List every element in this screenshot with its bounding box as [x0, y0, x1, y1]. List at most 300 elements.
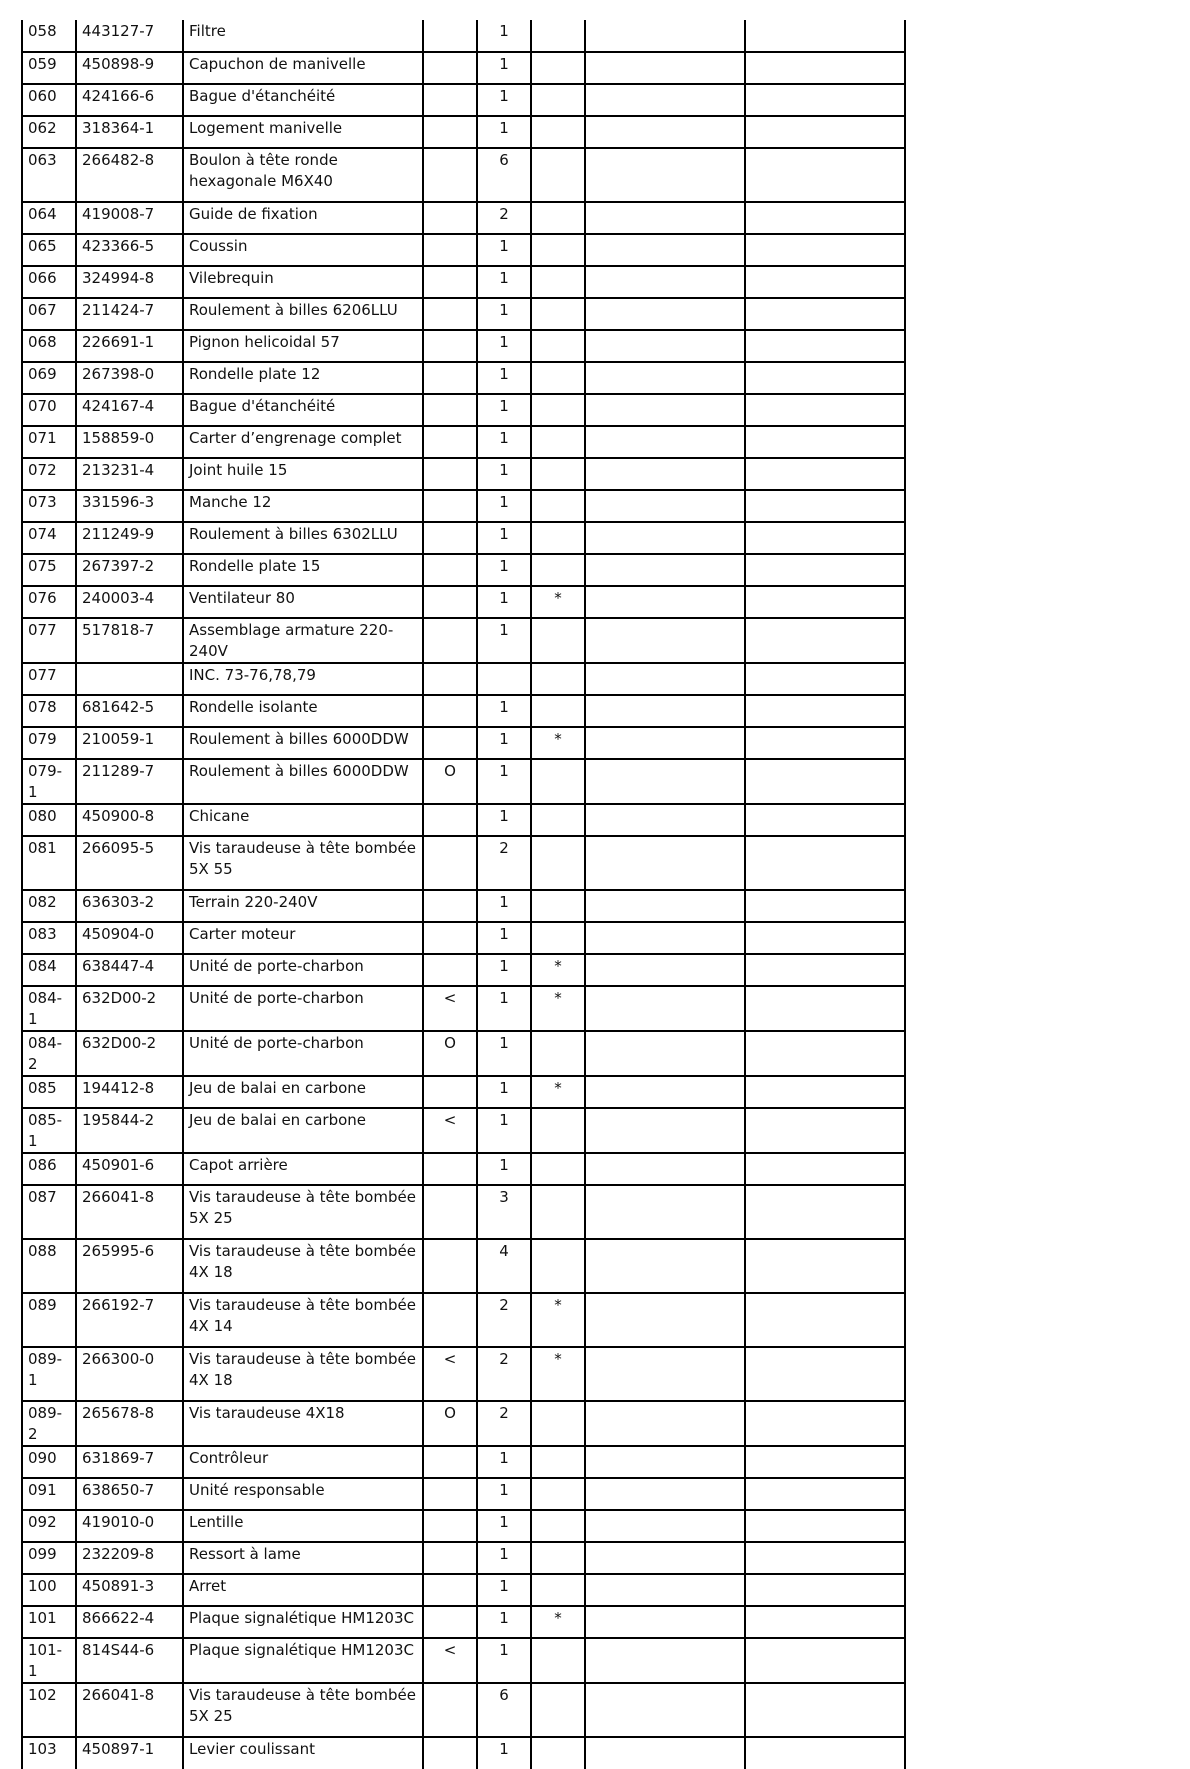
description-cell: Arret [183, 1574, 423, 1606]
part-number-cell: 266300-0 [76, 1347, 183, 1401]
item-number-cell: 092 [22, 1510, 76, 1542]
table-row [22, 554, 905, 586]
variant-mark-cell [423, 1737, 477, 1769]
item-number-cell: 069 [22, 362, 76, 394]
variant-mark-cell [423, 394, 477, 426]
blank-cell [585, 954, 745, 986]
blank-cell [745, 1638, 905, 1683]
table-row [22, 1478, 905, 1510]
note-mark-cell [531, 52, 585, 84]
table-row [22, 922, 905, 954]
item-number-cell: 101-1 [22, 1638, 76, 1683]
blank-cell [585, 586, 745, 618]
part-number-cell: 631869-7 [76, 1446, 183, 1478]
blank-cell [745, 695, 905, 727]
description-cell: Coussin [183, 234, 423, 266]
table-row [22, 1031, 905, 1076]
note-mark-cell [531, 695, 585, 727]
note-mark-cell [531, 618, 585, 663]
part-number-cell: 450898-9 [76, 52, 183, 84]
variant-mark-cell [423, 1478, 477, 1510]
description-cell: Ventilateur 80 [183, 586, 423, 618]
item-number-cell: 086 [22, 1153, 76, 1185]
note-mark-cell [531, 1737, 585, 1769]
quantity-cell: 1 [477, 890, 531, 922]
table-row [22, 20, 905, 52]
blank-cell [745, 836, 905, 890]
blank-cell [585, 695, 745, 727]
blank-cell [745, 922, 905, 954]
table-row [22, 618, 905, 663]
table-row [22, 986, 905, 1031]
parts-table [21, 20, 906, 1769]
blank-cell [745, 1606, 905, 1638]
blank-cell [585, 1510, 745, 1542]
item-number-cell: 089 [22, 1293, 76, 1347]
item-number-cell: 103 [22, 1737, 76, 1769]
note-mark-cell [531, 1031, 585, 1076]
item-number-cell: 079 [22, 727, 76, 759]
item-number-cell: 089-1 [22, 1347, 76, 1401]
quantity-cell: 1 [477, 234, 531, 266]
note-mark-cell: * [531, 1347, 585, 1401]
item-number-cell: 087 [22, 1185, 76, 1239]
blank-cell [585, 234, 745, 266]
blank-cell [745, 759, 905, 804]
quantity-cell: 1 [477, 490, 531, 522]
note-mark-cell [531, 804, 585, 836]
table-row [22, 1510, 905, 1542]
part-number-cell: 419008-7 [76, 202, 183, 234]
description-cell: Carter d’engrenage complet [183, 426, 423, 458]
blank-cell [585, 1347, 745, 1401]
variant-mark-cell [423, 298, 477, 330]
quantity-cell: 1 [477, 1108, 531, 1153]
table-row [22, 727, 905, 759]
description-cell: INC. 73-76,78,79 [183, 663, 423, 695]
blank-cell [745, 458, 905, 490]
item-number-cell: 101 [22, 1606, 76, 1638]
description-cell: Roulement à billes 6302LLU [183, 522, 423, 554]
note-mark-cell [531, 148, 585, 202]
item-number-cell: 077 [22, 618, 76, 663]
description-cell: Jeu de balai en carbone [183, 1076, 423, 1108]
part-number-cell: 211424-7 [76, 298, 183, 330]
variant-mark-cell [423, 330, 477, 362]
table-row [22, 426, 905, 458]
blank-cell [585, 836, 745, 890]
variant-mark-cell [423, 695, 477, 727]
quantity-cell: 1 [477, 84, 531, 116]
quantity-cell: 1 [477, 759, 531, 804]
quantity-cell: 1 [477, 1606, 531, 1638]
part-number-cell: 194412-8 [76, 1076, 183, 1108]
variant-mark-cell [423, 1076, 477, 1108]
blank-cell [745, 298, 905, 330]
table-row [22, 116, 905, 148]
note-mark-cell [531, 1574, 585, 1606]
blank-cell [745, 84, 905, 116]
variant-mark-cell [423, 234, 477, 266]
note-mark-cell [531, 1683, 585, 1737]
part-number-cell: 424167-4 [76, 394, 183, 426]
note-mark-cell [531, 890, 585, 922]
description-cell: Capuchon de manivelle [183, 52, 423, 84]
note-mark-cell [531, 1239, 585, 1293]
item-number-cell: 078 [22, 695, 76, 727]
description-cell: Rondelle plate 15 [183, 554, 423, 586]
description-cell: Roulement à billes 6000DDW [183, 727, 423, 759]
blank-cell [745, 1347, 905, 1401]
part-number-cell: 632D00-2 [76, 1031, 183, 1076]
blank-cell [585, 759, 745, 804]
description-cell: Lentille [183, 1510, 423, 1542]
part-number-cell: 517818-7 [76, 618, 183, 663]
variant-mark-cell: < [423, 1347, 477, 1401]
blank-cell [585, 1683, 745, 1737]
part-number-cell: 158859-0 [76, 426, 183, 458]
blank-cell [585, 663, 745, 695]
table-row [22, 458, 905, 490]
variant-mark-cell [423, 52, 477, 84]
blank-cell [745, 1401, 905, 1446]
quantity-cell: 1 [477, 116, 531, 148]
table-row [22, 954, 905, 986]
note-mark-cell: * [531, 586, 585, 618]
blank-cell [585, 890, 745, 922]
table-row [22, 362, 905, 394]
description-cell: Vis taraudeuse à tête bombée 5X 25 [183, 1185, 423, 1239]
blank-cell [585, 52, 745, 84]
quantity-cell: 1 [477, 986, 531, 1031]
quantity-cell: 1 [477, 1542, 531, 1574]
description-cell: Capot arrière [183, 1153, 423, 1185]
table-row [22, 1293, 905, 1347]
part-number-cell: 424166-6 [76, 84, 183, 116]
variant-mark-cell [423, 202, 477, 234]
item-number-cell: 071 [22, 426, 76, 458]
part-number-cell: 636303-2 [76, 890, 183, 922]
variant-mark-cell [423, 148, 477, 202]
quantity-cell: 1 [477, 618, 531, 663]
table-row [22, 202, 905, 234]
blank-cell [745, 1076, 905, 1108]
variant-mark-cell: O [423, 1031, 477, 1076]
description-cell: Rondelle plate 12 [183, 362, 423, 394]
variant-mark-cell [423, 554, 477, 586]
part-number-cell: 211289-7 [76, 759, 183, 804]
note-mark-cell [531, 1446, 585, 1478]
table-row [22, 1737, 905, 1769]
item-number-cell: 090 [22, 1446, 76, 1478]
blank-cell [745, 804, 905, 836]
part-number-cell: 265995-6 [76, 1239, 183, 1293]
item-number-cell: 081 [22, 836, 76, 890]
item-number-cell: 072 [22, 458, 76, 490]
table-row [22, 1446, 905, 1478]
blank-cell [745, 890, 905, 922]
table-row [22, 586, 905, 618]
part-number-cell: 450904-0 [76, 922, 183, 954]
quantity-cell: 1 [477, 1446, 531, 1478]
item-number-cell: 082 [22, 890, 76, 922]
part-number-cell: 681642-5 [76, 695, 183, 727]
blank-cell [745, 148, 905, 202]
variant-mark-cell [423, 1510, 477, 1542]
note-mark-cell [531, 1478, 585, 1510]
note-mark-cell [531, 394, 585, 426]
note-mark-cell [531, 922, 585, 954]
variant-mark-cell: < [423, 1638, 477, 1683]
quantity-cell: 1 [477, 1510, 531, 1542]
note-mark-cell [531, 266, 585, 298]
part-number-cell: 450897-1 [76, 1737, 183, 1769]
note-mark-cell [531, 522, 585, 554]
table-row [22, 52, 905, 84]
part-number-cell: 266041-8 [76, 1185, 183, 1239]
table-row [22, 394, 905, 426]
item-number-cell: 077 [22, 663, 76, 695]
item-number-cell: 089-2 [22, 1401, 76, 1446]
note-mark-cell [531, 330, 585, 362]
description-cell: Joint huile 15 [183, 458, 423, 490]
part-number-cell: 638447-4 [76, 954, 183, 986]
item-number-cell: 100 [22, 1574, 76, 1606]
blank-cell [745, 1293, 905, 1347]
note-mark-cell [531, 490, 585, 522]
item-number-cell: 099 [22, 1542, 76, 1574]
quantity-cell: 1 [477, 695, 531, 727]
item-number-cell: 059 [22, 52, 76, 84]
quantity-cell: 4 [477, 1239, 531, 1293]
part-number-cell: 195844-2 [76, 1108, 183, 1153]
blank-cell [585, 266, 745, 298]
blank-cell [585, 1401, 745, 1446]
blank-cell [585, 84, 745, 116]
blank-cell [585, 922, 745, 954]
variant-mark-cell [423, 116, 477, 148]
variant-mark-cell: O [423, 1401, 477, 1446]
description-cell: Bague d'étanchéité [183, 394, 423, 426]
quantity-cell: 1 [477, 266, 531, 298]
quantity-cell: 1 [477, 727, 531, 759]
blank-cell [745, 986, 905, 1031]
variant-mark-cell [423, 890, 477, 922]
table-row [22, 759, 905, 804]
note-mark-cell: * [531, 1293, 585, 1347]
part-number-cell [76, 663, 183, 695]
note-mark-cell [531, 1638, 585, 1683]
part-number-cell: 226691-1 [76, 330, 183, 362]
quantity-cell: 1 [477, 522, 531, 554]
description-cell: Unité de porte-charbon [183, 1031, 423, 1076]
quantity-cell: 1 [477, 458, 531, 490]
table-row [22, 490, 905, 522]
table-row [22, 1606, 905, 1638]
blank-cell [585, 330, 745, 362]
quantity-cell: 1 [477, 1153, 531, 1185]
item-number-cell: 080 [22, 804, 76, 836]
description-cell: Bague d'étanchéité [183, 84, 423, 116]
description-cell: Vilebrequin [183, 266, 423, 298]
note-mark-cell [531, 234, 585, 266]
description-cell: Carter moteur [183, 922, 423, 954]
blank-cell [585, 458, 745, 490]
blank-cell [585, 490, 745, 522]
blank-cell [585, 1293, 745, 1347]
quantity-cell: 1 [477, 362, 531, 394]
quantity-cell: 1 [477, 426, 531, 458]
quantity-cell: 1 [477, 1574, 531, 1606]
blank-cell [745, 362, 905, 394]
variant-mark-cell [423, 426, 477, 458]
quantity-cell: 1 [477, 1076, 531, 1108]
blank-cell [745, 1031, 905, 1076]
variant-mark-cell [423, 954, 477, 986]
blank-cell [745, 554, 905, 586]
item-number-cell: 084 [22, 954, 76, 986]
part-number-cell: 318364-1 [76, 116, 183, 148]
table-row [22, 1108, 905, 1153]
quantity-cell: 1 [477, 1031, 531, 1076]
quantity-cell: 1 [477, 1478, 531, 1510]
table-row [22, 1239, 905, 1293]
blank-cell [745, 727, 905, 759]
quantity-cell: 1 [477, 394, 531, 426]
quantity-cell: 2 [477, 836, 531, 890]
blank-cell [745, 234, 905, 266]
quantity-cell: 1 [477, 554, 531, 586]
description-cell: Vis taraudeuse 4X18 [183, 1401, 423, 1446]
blank-cell [585, 1031, 745, 1076]
note-mark-cell [531, 362, 585, 394]
part-number-cell: 265678-8 [76, 1401, 183, 1446]
description-cell: Filtre [183, 20, 423, 52]
note-mark-cell [531, 1108, 585, 1153]
note-mark-cell: * [531, 1076, 585, 1108]
item-number-cell: 066 [22, 266, 76, 298]
variant-mark-cell [423, 1293, 477, 1347]
blank-cell [585, 554, 745, 586]
item-number-cell: 075 [22, 554, 76, 586]
part-number-cell: 267397-2 [76, 554, 183, 586]
blank-cell [585, 1108, 745, 1153]
variant-mark-cell [423, 458, 477, 490]
quantity-cell: 1 [477, 586, 531, 618]
part-number-cell: 450891-3 [76, 1574, 183, 1606]
table-row [22, 1185, 905, 1239]
blank-cell [745, 394, 905, 426]
blank-cell [585, 202, 745, 234]
description-cell: Chicane [183, 804, 423, 836]
quantity-cell: 2 [477, 1347, 531, 1401]
part-number-cell: 450901-6 [76, 1153, 183, 1185]
quantity-cell: 1 [477, 330, 531, 362]
item-number-cell: 063 [22, 148, 76, 202]
variant-mark-cell [423, 1185, 477, 1239]
part-number-cell: 324994-8 [76, 266, 183, 298]
variant-mark-cell [423, 727, 477, 759]
variant-mark-cell [423, 362, 477, 394]
part-number-cell: 638650-7 [76, 1478, 183, 1510]
description-cell: Roulement à billes 6206LLU [183, 298, 423, 330]
variant-mark-cell [423, 586, 477, 618]
note-mark-cell: * [531, 986, 585, 1031]
part-number-cell: 632D00-2 [76, 986, 183, 1031]
blank-cell [745, 522, 905, 554]
variant-mark-cell [423, 922, 477, 954]
quantity-cell: 3 [477, 1185, 531, 1239]
variant-mark-cell [423, 522, 477, 554]
table-row [22, 1153, 905, 1185]
quantity-cell: 1 [477, 804, 531, 836]
item-number-cell: 062 [22, 116, 76, 148]
note-mark-cell [531, 298, 585, 330]
note-mark-cell: * [531, 954, 585, 986]
table-row [22, 84, 905, 116]
parts-table-body [22, 20, 905, 1769]
blank-cell [745, 1446, 905, 1478]
blank-cell [585, 1076, 745, 1108]
description-cell: Plaque signalétique HM1203C [183, 1606, 423, 1638]
table-row [22, 663, 905, 695]
blank-cell [745, 586, 905, 618]
quantity-cell: 1 [477, 954, 531, 986]
item-number-cell: 085-1 [22, 1108, 76, 1153]
note-mark-cell [531, 458, 585, 490]
note-mark-cell [531, 426, 585, 458]
variant-mark-cell [423, 618, 477, 663]
blank-cell [745, 20, 905, 52]
blank-cell [585, 1239, 745, 1293]
note-mark-cell [531, 20, 585, 52]
blank-cell [585, 148, 745, 202]
quantity-cell: 1 [477, 922, 531, 954]
table-row [22, 836, 905, 890]
blank-cell [585, 986, 745, 1031]
blank-cell [745, 1108, 905, 1153]
table-row [22, 695, 905, 727]
part-number-cell: 266041-8 [76, 1683, 183, 1737]
quantity-cell: 6 [477, 148, 531, 202]
blank-cell [585, 1737, 745, 1769]
item-number-cell: 085 [22, 1076, 76, 1108]
item-number-cell: 102 [22, 1683, 76, 1737]
part-number-cell: 240003-4 [76, 586, 183, 618]
blank-cell [585, 1542, 745, 1574]
blank-cell [745, 490, 905, 522]
blank-cell [745, 1683, 905, 1737]
item-number-cell: 064 [22, 202, 76, 234]
variant-mark-cell [423, 1542, 477, 1574]
blank-cell [745, 618, 905, 663]
quantity-cell: 1 [477, 1737, 531, 1769]
blank-cell [585, 1606, 745, 1638]
table-row [22, 1638, 905, 1683]
note-mark-cell [531, 1153, 585, 1185]
table-row [22, 234, 905, 266]
part-number-cell: 267398-0 [76, 362, 183, 394]
blank-cell [745, 1478, 905, 1510]
note-mark-cell [531, 1185, 585, 1239]
description-cell: Logement manivelle [183, 116, 423, 148]
variant-mark-cell [423, 1574, 477, 1606]
blank-cell [745, 266, 905, 298]
table-row [22, 298, 905, 330]
note-mark-cell: * [531, 727, 585, 759]
part-number-cell: 213231-4 [76, 458, 183, 490]
part-number-cell: 266482-8 [76, 148, 183, 202]
